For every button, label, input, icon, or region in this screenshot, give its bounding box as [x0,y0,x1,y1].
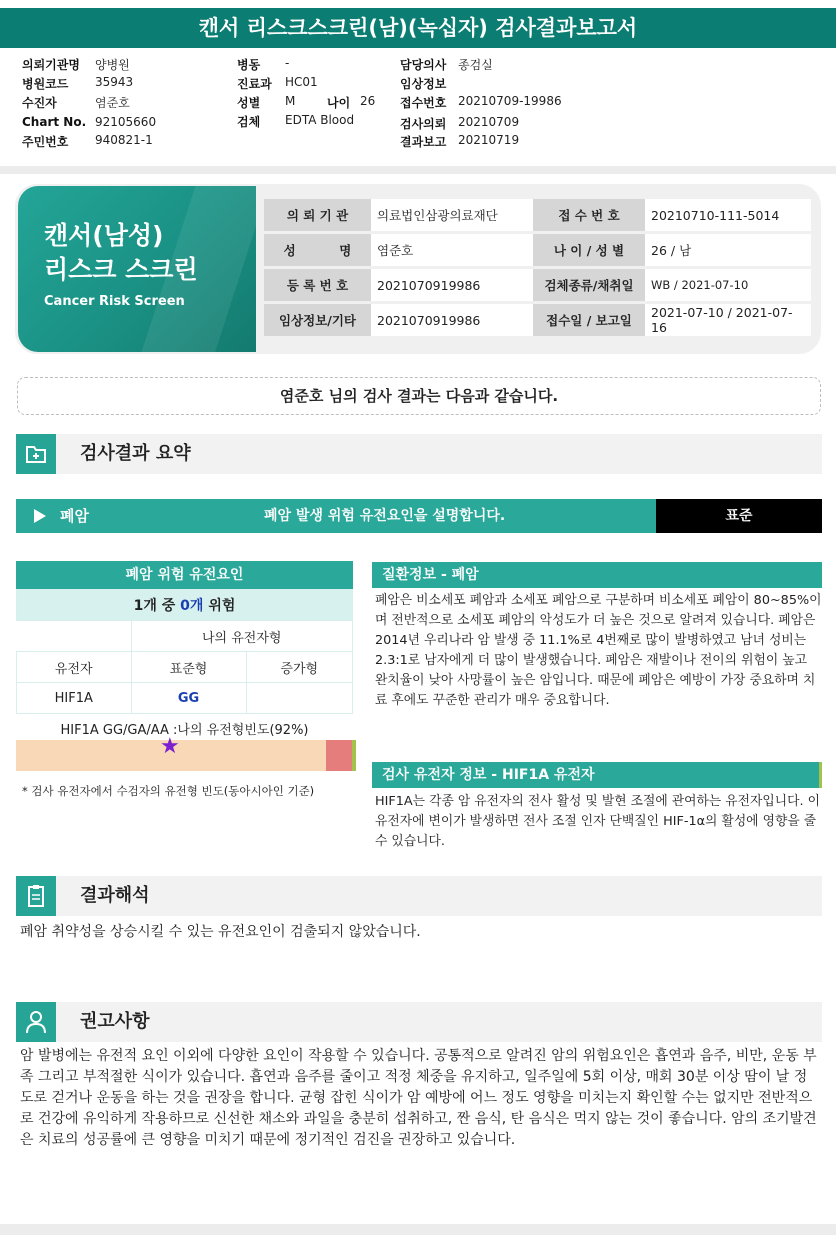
divider [0,166,836,174]
request-date-label: 검사의뢰 [400,117,447,131]
age-label: 나이 [327,96,351,110]
section-interpretation-header [16,876,822,916]
table-row [264,304,811,336]
report-date-value: 20210719 [458,133,520,147]
clinical-info-label: 임상정보 [400,77,447,91]
status-badge: 표준 [656,499,822,533]
gene-info-text: HIF1A는 각종 암 유전자의 전사 활성 및 발현 조절에 관여하는 유전자입니다. 이 유전자에 변이가 발생하면 전사 조절 인자 단백질인 HIF-1α의 활성에 영향을 줄 수 있습니다. [375,794,820,849]
frequency-segment-other [352,740,356,771]
age-value: 26 [360,94,376,108]
info-value: 26 / 남 [645,234,811,266]
table-row [264,234,811,266]
info-key: 접 수 번 호 [533,199,645,231]
genotype-frequency-bar [16,740,356,771]
section-title: 검사결과 요약 [80,443,191,464]
risk-count-number: 0개 [180,598,204,614]
disease-info-text: 폐암은 비소세포 폐암과 소세포 폐암으로 구분하며 비소세포 폐암이 80~85%이며 전반적으로 소세포 폐암의 악성도가 더 높은 것으로 알려져 있습니다. 폐암은 2014년 우리나라 암 발생 중 11.1%로 4번째로 많이 발병하였고 남녀 성비는 2.3:1로 남자에게 더 많이 발생했습니다. 폐암은 재발이나 전이의 위험이 높고 완치율이 낮아 사망률이 높은 암입니다. 때문에 폐암은 예방이 가장 중요하며 치료 후에도 꾸준한 관리가 매우 중요합니다. [375,593,822,708]
hospital-code-label: 병원코드 [22,77,69,91]
hospital-name-value: 양병원 [95,58,130,72]
report-date-label: 결과보고 [400,135,447,149]
banner-line-2: 리스크 스크린 [44,255,198,284]
folder-plus-icon [16,434,56,474]
table-row [17,590,353,621]
gene-info-title: 검사 유전자 정보 - HIF1A 유전자 [372,762,822,788]
play-icon [34,509,46,523]
info-key: 검체종류/채취일 [533,269,645,301]
ward-value: - [285,56,290,70]
patient-value: 염준호 [95,96,130,110]
table-row [17,652,353,683]
section-title: 결과해석 [80,885,150,906]
cancer-name: 폐암 [60,507,89,525]
risk-table-title: 폐암 위험 유전요인 [16,561,353,589]
cancer-result-bar [16,499,656,533]
section-recommendation-header [16,1002,822,1042]
gene-name: HIF1A [17,683,132,714]
info-value: 염준호 [371,234,533,266]
info-value: 의료법인삼광의료재단 [371,199,533,231]
resident-no-label: 주민번호 [22,135,69,149]
specimen-value: EDTA Blood [285,113,355,127]
cancer-description: 폐암 발생 위험 유전요인을 설명합니다. [264,508,506,524]
frequency-note: * 검사 유전자에서 수검자의 유전형 빈도(동아시아인 기준) [22,784,315,798]
gene-increased-value [246,683,353,714]
receipt-no-value: 20210709-19986 [458,94,562,108]
doctor-label: 담당의사 [400,58,447,72]
resident-no-value: 940821-1 [95,133,153,147]
doctor-icon [16,1002,56,1042]
footer-bar [0,1224,836,1235]
disease-info-title: 질환정보 - 폐암 [372,562,822,588]
clipboard-icon [16,876,56,916]
table-row [17,621,353,652]
banner-line-3: Cancer Risk Screen [44,294,185,309]
risk-gene-table [16,589,353,714]
standard-column-header: 표준형 [131,652,246,683]
banner-line-1: 캔서(남성) [44,221,164,250]
hospital-name-label: 의뢰기관명 [22,58,80,72]
intro-message: 염준호 님의 검사 결과는 다음과 같습니다. [17,377,821,415]
empty-cell [17,621,132,652]
info-value: 2021070919986 [371,304,533,336]
recommendation-text: 암 발병에는 유전적 요인 이외에 다양한 요인이 작용할 수 있습니다. 공통적으로 알려진 암의 위험요인은 흡연과 음주, 비만, 운동 부족 그리고 부적절한 식이가 있습니다. 흡연과 음주를 줄이고 적정 체중을 유지하고, 일주일에 5회 이상, 매회 30분 이상 땀이 날 정도로 걷거나 운동을 하는 것을 권장을 합니다. 균형 잡힌 식이가 암 예방에 어느 정도 영향을 미치는지 확인할 수는 없지만 전반적으로 건강에 유익하게 작용하므로 신선한 채소와 과일을 충분히 섭취하고, 짠 음식, 탄 음식은 먹지 않는 것이 좋습니다. 암의 조기발견은 치료의 성공률에 큰 영향을 미치기 때문에 정기적인 검진을 권장하고 있습니다. [20,1048,817,1148]
sex-label: 성별 [237,96,261,110]
receipt-no-label: 접수번호 [400,96,447,110]
ward-label: 병동 [237,58,261,72]
section-title: 권고사항 [80,1011,150,1032]
info-key: 임상정보/기타 [264,304,371,336]
sex-value: M [285,94,296,108]
risk-count [17,590,353,621]
product-banner [18,186,256,352]
info-value: 2021070919986 [371,269,533,301]
doctor-value: 종검실 [458,58,493,72]
patient-header [0,48,836,166]
request-date-value: 20210709 [458,115,520,129]
risk-count-total: 1개 중 [133,598,176,614]
info-key: 등 록 번 호 [264,269,371,301]
department-value: HC01 [285,75,318,89]
frequency-segment-risk [326,740,352,771]
report-title: 캔서 리스크스크린(남)(녹십자) 검사결과보고서 [0,8,836,48]
interpretation-text: 폐암 취약성을 상승시킬 수 있는 유전요인이 검출되지 않았습니다. [20,924,421,940]
summary-info-table [264,196,811,339]
info-key: 나 이 / 성 별 [533,234,645,266]
genotype-frequency-label: HIF1A GG/GA/AA :나의 유전형빈도(92%) [60,723,309,738]
increased-column-header: 증가형 [246,652,353,683]
info-value: 20210710-111-5014 [645,199,811,231]
table-row [264,199,811,231]
department-label: 진료과 [237,77,272,91]
table-row [17,683,353,714]
patient-label: 수진자 [22,96,57,110]
info-key: 접수일 / 보고일 [533,304,645,336]
table-row [264,269,811,301]
specimen-label: 검체 [237,115,261,129]
chart-no-value: 92105660 [95,115,157,129]
gene-standard-value: GG [131,683,246,714]
info-value: WB / 2021-07-10 [645,269,811,301]
chart-no-label: Chart No. [22,115,87,129]
risk-count-label: 위험 [208,598,236,614]
star-icon: ★ [160,734,180,759]
info-value: 2021-07-10 / 2021-07-16 [645,304,811,336]
gene-column-header: 유전자 [17,652,132,683]
hospital-code-value: 35943 [95,75,134,89]
info-key: 의 뢰 기 관 [264,199,371,231]
my-genotype-header: 나의 유전자형 [131,621,353,652]
info-key: 성 명 [264,234,371,266]
section-summary-header [16,434,822,474]
